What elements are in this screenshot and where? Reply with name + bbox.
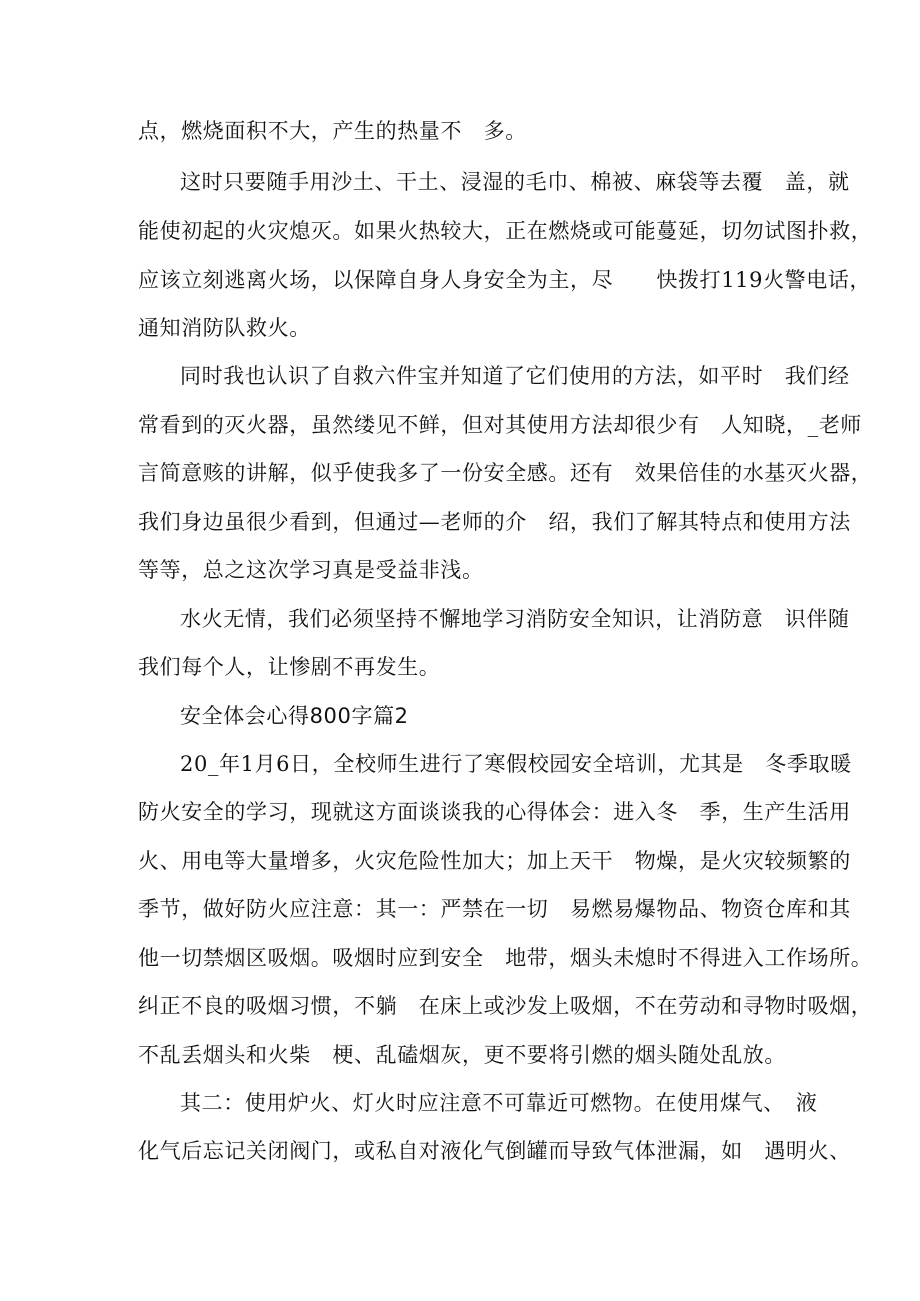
text-line-12: 我们每个人，让惨剧不再发生。 (138, 655, 441, 679)
text-line-9: 我们身边虽很少看到，但通过—老师的介 绍，我们了解其特点和使用方法 (138, 510, 851, 534)
text-line-6: 同时我也认识了自救六件宝并知道了它们使用的方法，如平时 我们经 (180, 364, 850, 388)
text-line-15: 防火安全的学习，现就这方面谈谈我的心得体会：进入冬 季，生产生活用 (138, 800, 851, 824)
text-line-16: 火、用电等大量增多，火灾危险性加大；加上天干 物燥，是火灾较频繁的 (138, 849, 851, 873)
text-line-10: 等等，总之这次学习真是受益非浅。 (138, 558, 484, 582)
text-line-20: 不乱丢烟头和火柴 梗、乱磕烟灰，更不要将引燃的烟头随处乱放。 (138, 1043, 786, 1067)
text-line-2: 这时只要随手用沙土、干土、浸湿的毛巾、棉被、麻袋等去覆 盖，就 (180, 170, 850, 194)
text-line-21: 其二：使用炉火、灯火时应注意不可靠近可燃物。在使用煤气、 液 (180, 1091, 818, 1115)
text-line-8: 言简意赅的讲解，似乎使我多了一份安全感。还有 效果倍佳的水基灭火器， (138, 461, 873, 485)
text-line-18: 他一切禁烟区吸烟。吸烟时应到安全 地带，烟头未熄时不得进入工作场所。 (138, 946, 873, 970)
text-line-19: 纠正不良的吸烟习惯，不躺 在床上或沙发上吸烟，不在劳动和寻物时吸烟， (138, 994, 873, 1018)
text-line-1: 点，燃烧面积不大，产生的热量不 多。 (138, 119, 527, 143)
text-line-7: 常看到的灭火器，虽然缕见不鲜，但对其使用方法却很少有 人知晓，_老师 (138, 413, 862, 437)
text-line-3: 能使初起的火灾熄灭。如果火热较大，正在燃烧或可能蔓延，切勿试图扑救， (138, 219, 873, 243)
text-line-5: 通知消防队救火。 (138, 316, 311, 340)
text-line-4: 应该立刻逃离火场，以保障自身人身安全为主，尽 快拨打119火警电话， (138, 268, 872, 292)
text-line-22: 化气后忘记关闭阀门，或私自对液化气倒罐而导致气体泄漏，如 遇明火、 (138, 1139, 851, 1163)
text-line-17: 季节，做好防火应注意：其一：严禁在一切 易燃易爆物品、物资仓库和其 (138, 897, 851, 921)
section-heading: 安全体会心得800字篇2 (180, 704, 409, 728)
text-line-14: 20_年1月6日，全校师生进行了寒假校园安全培训，尤其是 冬季取暖 (180, 752, 852, 776)
text-line-11: 水火无情，我们必须坚持不懈地学习消防安全知识，让消防意 识伴随 (180, 607, 850, 631)
